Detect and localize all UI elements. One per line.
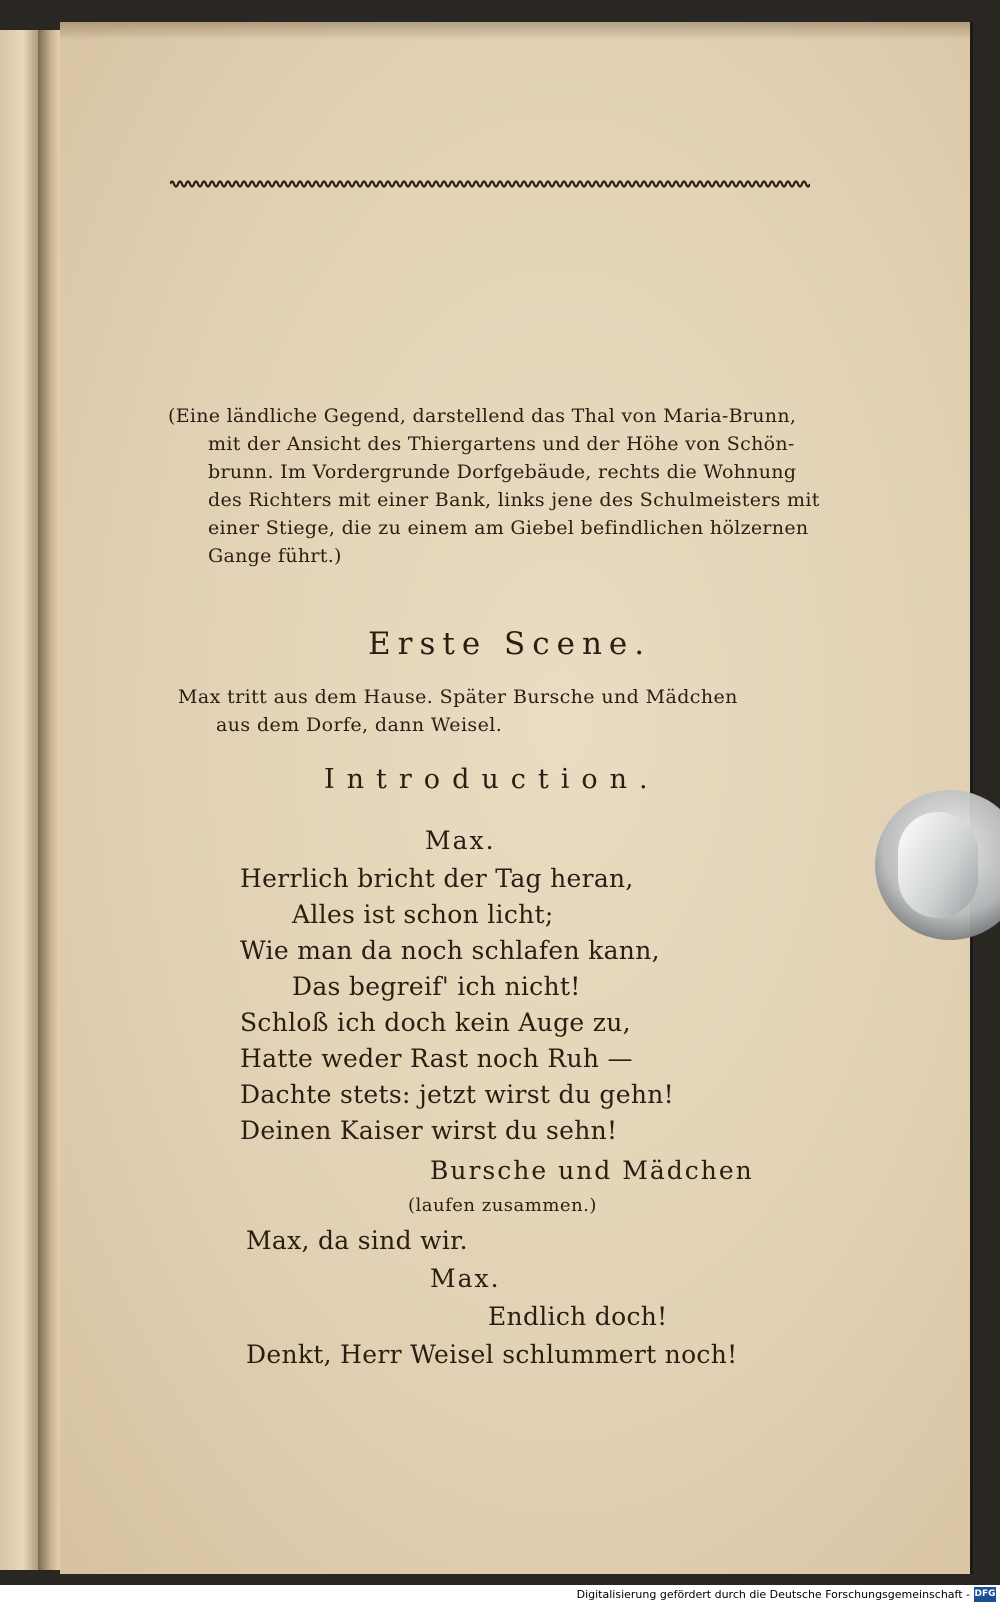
paper-clip-highlight xyxy=(898,812,978,918)
verse-reply-2: Denkt, Herr Weisel schlummert noch! xyxy=(246,1340,738,1369)
page-shadow xyxy=(60,22,970,40)
book-gutter xyxy=(38,30,60,1570)
verse-line-2: Alles ist schon licht; xyxy=(292,900,554,929)
left-page-edge xyxy=(0,30,38,1570)
verse-line-1: Herrlich bricht der Tag heran, xyxy=(240,864,634,893)
stage-direction-line-4: des Richters mit einer Bank, links jene des Schulmeisters mit xyxy=(208,489,820,511)
scene-persons-line-1: Max tritt aus dem Hause. Später Bursche und Mädchen xyxy=(178,686,738,708)
verse-line-8: Deinen Kaiser wirst du sehn! xyxy=(240,1116,618,1145)
speaker-chorus: Bursche und Mädchen xyxy=(430,1156,754,1185)
verse-line-7: Dachte stets: jetzt wirst du gehn! xyxy=(240,1080,674,1109)
stage-direction-line-6: Gange führt.) xyxy=(208,545,342,567)
verse-line-6: Hatte weder Rast noch Ruh — xyxy=(240,1044,633,1073)
verse-line-3: Wie man da noch schlafen kann, xyxy=(240,936,660,965)
scene-title: Erste Scene. xyxy=(368,626,652,662)
stage-direction-line-2: mit der Ansicht des Thiergartens und der Höhe von Schön- xyxy=(208,433,795,455)
verse-line-5: Schloß ich doch kein Auge zu, xyxy=(240,1008,631,1037)
verse-reply-1: Endlich doch! xyxy=(488,1302,668,1331)
stage-direction-line-5: einer Stiege, die zu einem am Giebel befindlichen hölzernen xyxy=(208,517,809,539)
chorus-stage-direction: (laufen zusammen.) xyxy=(408,1195,597,1216)
digitization-credit: Digitalisierung gefördert durch die Deutsche Forschungsgemeinschaft - xyxy=(576,1588,970,1601)
stage-direction-line-3: brunn. Im Vordergrunde Dorfgebäude, rechts die Wohnung xyxy=(208,461,797,483)
dfg-logo: DFG xyxy=(974,1587,996,1602)
stage-direction-line-1: (Eine ländliche Gegend, darstellend das Thal von Maria-Brunn, xyxy=(168,405,797,427)
scene-persons-line-2: aus dem Dorfe, dann Weisel. xyxy=(216,714,503,736)
speaker-max-2: Max. xyxy=(430,1264,501,1293)
section-title-introduction: Introduction. xyxy=(324,764,660,795)
verse-line-4: Das begreif' ich nicht! xyxy=(292,972,581,1001)
ornamental-rule xyxy=(170,178,810,190)
speaker-max: Max. xyxy=(425,826,496,855)
chorus-line: Max, da sind wir. xyxy=(246,1226,468,1255)
